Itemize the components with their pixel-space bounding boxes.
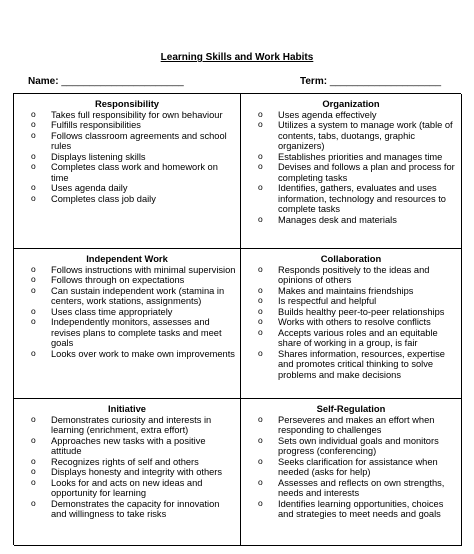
- criteria-item: o Independently monitors, assesses and revises plans to complete tasks and meet goals: [18, 317, 236, 348]
- criteria-item: o Is respectful and helpful: [245, 296, 457, 306]
- criteria-item: o Displays honesty and integrity with others: [18, 467, 236, 477]
- criteria-item: o Establishes priorities and manages time: [245, 152, 457, 162]
- criteria-item: o Fulfills responsibilities: [18, 120, 236, 130]
- section-independent-work: [14, 249, 241, 399]
- criteria-item: o Uses class time appropriately: [18, 307, 236, 317]
- criteria-item: o Builds healthy peer-to-peer relationships: [245, 307, 457, 317]
- criteria-item: o Looks for and acts on new ideas and opportunity for learning: [18, 478, 236, 499]
- criteria-item: o Recognizes rights of self and others: [18, 457, 236, 467]
- skills-table: [13, 93, 461, 545]
- criteria-item: o Works with others to resolve conflicts: [245, 317, 457, 327]
- section-collaboration: [241, 249, 462, 399]
- section-heading: Organization: [322, 98, 380, 109]
- document-title: Learning Skills and Work Habits: [160, 52, 314, 63]
- criteria-list: [245, 415, 457, 520]
- criteria-item: o Seeks clarification for assistance when needed (asks for help): [245, 457, 457, 478]
- criteria-item: o Approaches new tasks with a positive attitude: [18, 436, 236, 457]
- criteria-item: o Takes full responsibility for own behaviour: [18, 110, 236, 120]
- section-heading: Initiative: [107, 403, 147, 414]
- criteria-item: o Devises and follows a plan and process for completing tasks: [245, 162, 457, 183]
- criteria-item: o Can sustain independent work (stamina in centers, work stations, assignments): [18, 286, 236, 307]
- criteria-item: o Shares information, resources, expertise and promotes critical thinking to solve problems and make decisions: [245, 349, 457, 380]
- criteria-item: o Follows through on expectations: [18, 275, 236, 285]
- term-label: Term:: [300, 76, 328, 87]
- term-field[interactable]: [300, 76, 441, 87]
- criteria-item: o Displays listening skills: [18, 152, 236, 162]
- name-label: Name:: [28, 76, 59, 87]
- criteria-item: o Accepts various roles and an equitable share of working in a group, is fair: [245, 328, 457, 349]
- section-heading: Independent Work: [86, 253, 168, 264]
- criteria-item: o Uses agenda effectively: [245, 110, 457, 120]
- section-initiative: [14, 399, 241, 546]
- criteria-item: o Identifies learning opportunities, choices and strategies to meet needs and goals: [245, 499, 457, 520]
- name-field[interactable]: [28, 76, 184, 87]
- criteria-item: o Follows classroom agreements and school rules: [18, 131, 236, 152]
- criteria-item: o Responds positively to the ideas and opinions of others: [245, 265, 457, 286]
- section-responsibility: [14, 94, 241, 249]
- name-blank-line[interactable]: ______________________: [58, 76, 184, 87]
- criteria-item: o Identifies, gathers, evaluates and uses information, technology and resources to complete tasks: [245, 183, 457, 214]
- criteria-item: o Demonstrates curiosity and interests in learning (enrichment, extra effort): [18, 415, 236, 436]
- section-organization: [241, 94, 462, 249]
- criteria-item: o Uses agenda daily: [18, 183, 236, 193]
- criteria-item: o Perseveres and makes an effort when responding to challenges: [245, 415, 457, 436]
- criteria-item: o Manages desk and materials: [245, 215, 457, 225]
- criteria-item: o Utilizes a system to manage work (table of contents, tabs, duotangs, graphic organizers): [245, 120, 457, 151]
- criteria-item: o Looks over work to make own improvements: [18, 349, 236, 359]
- section-self-regulation: [241, 399, 462, 546]
- criteria-item: o Completes class work and homework on time: [18, 162, 236, 183]
- criteria-list: [245, 110, 457, 225]
- criteria-item: o Follows instructions with minimal supervision: [18, 265, 236, 275]
- criteria-item: o Sets own individual goals and monitors progress (conferencing): [245, 436, 457, 457]
- criteria-list: [18, 415, 236, 520]
- term-blank-line[interactable]: ____________________: [327, 76, 442, 87]
- criteria-list: [245, 265, 457, 380]
- criteria-item: o Assesses and reflects on own strengths, needs and interests: [245, 478, 457, 499]
- criteria-list: [18, 110, 236, 204]
- criteria-item: o Demonstrates the capacity for innovation and willingness to take risks: [18, 499, 236, 520]
- criteria-list: [18, 265, 236, 359]
- section-heading: Self-Regulation: [316, 403, 386, 414]
- section-heading: Collaboration: [320, 253, 382, 264]
- criteria-item: o Completes class job daily: [18, 194, 236, 204]
- section-heading: Responsibility: [94, 98, 160, 109]
- criteria-item: o Makes and maintains friendships: [245, 286, 457, 296]
